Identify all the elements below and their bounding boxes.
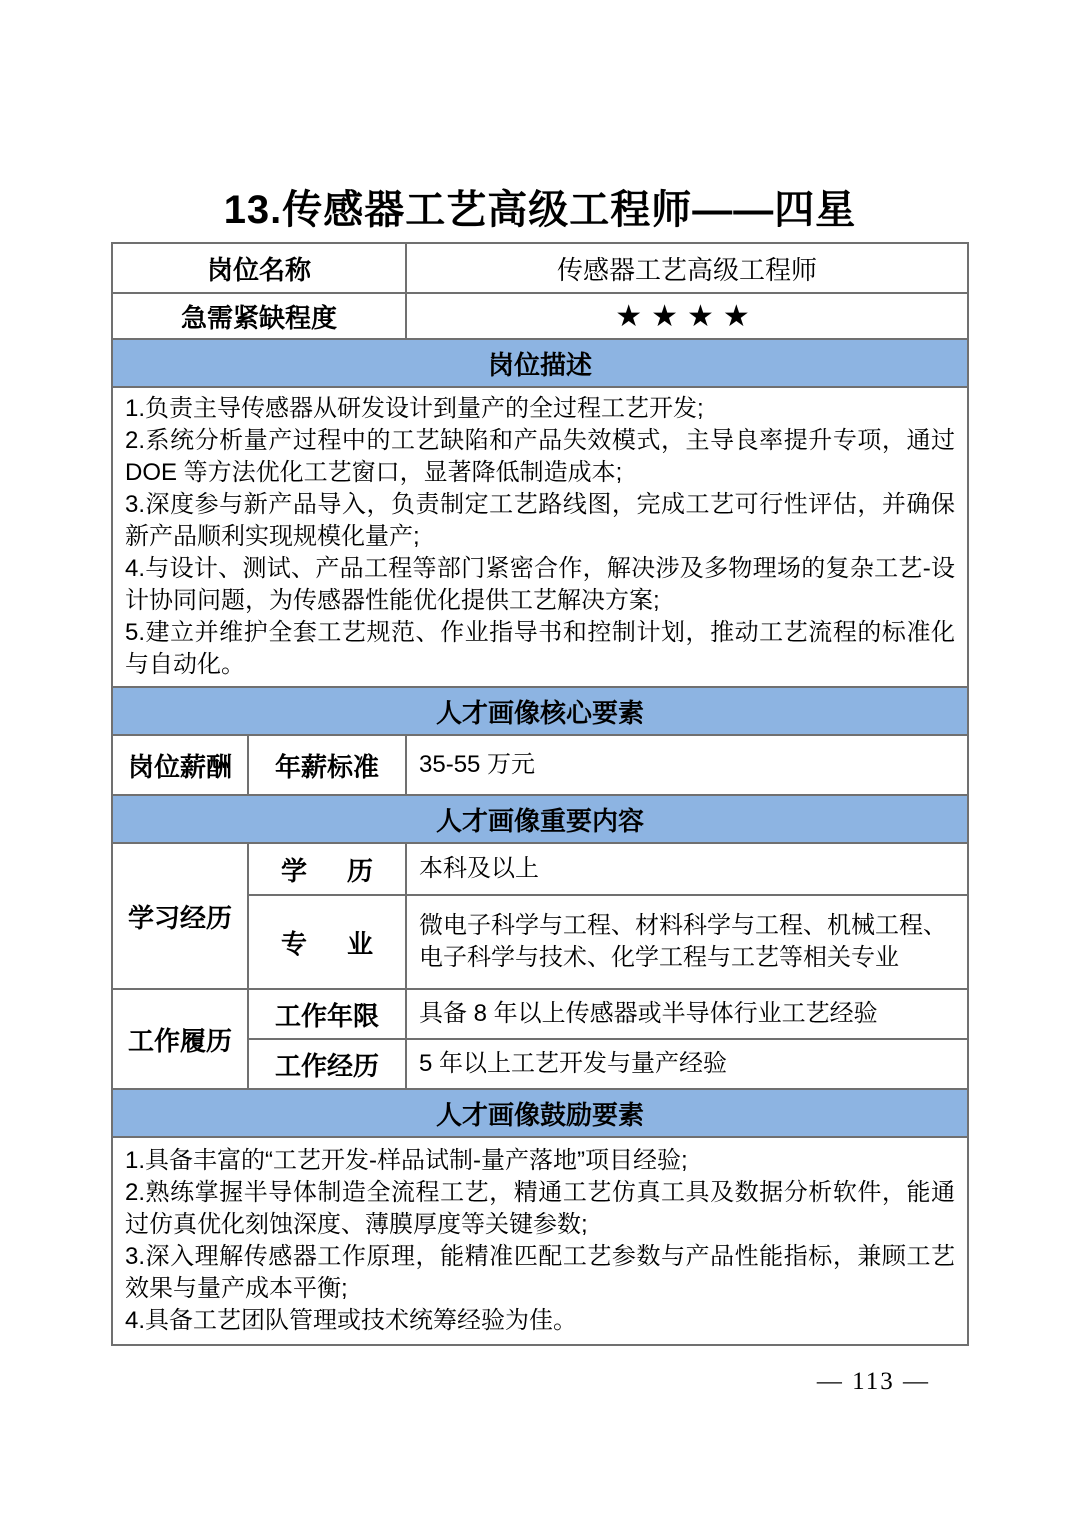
major-value: 微电子科学与工程、材料科学与工程、机械工程、电子科学与技术、化学工程与工艺等相关专业 (406, 895, 968, 989)
job-description-item: 2.系统分析量产过程中的工艺缺陷和产品失效模式，主导良率提升专项，通过 DOE 等方法优化工艺窗口，显著降低制造成本; (124, 427, 955, 486)
section-header-row (112, 339, 968, 387)
job-description-body (112, 387, 968, 687)
encouragement-body (112, 1137, 968, 1345)
section-header-core-elements: 人才画像核心要素 (112, 687, 968, 735)
urgency-stars: ★★★★ (406, 293, 968, 339)
table-row-urgency (112, 293, 968, 339)
section-header-row (112, 795, 968, 843)
work-history-label: 工作履历 (112, 989, 248, 1089)
section-header-row (112, 687, 968, 735)
study-history-label: 学习经历 (112, 843, 248, 989)
degree-label: 学历 (248, 843, 406, 895)
position-name-value: 传感器工艺高级工程师 (406, 243, 968, 293)
encouragement-item: 1.具备丰富的“工艺开发-样品试制-量产落地”项目经验; (124, 1147, 688, 1174)
encouragement-item: 3.深入理解传感器工作原理，能精准匹配工艺参数与产品性能指标，兼顾工艺效果与量产成本平衡; (124, 1243, 955, 1302)
work-years-label: 工作年限 (248, 989, 406, 1039)
salary-label: 岗位薪酬 (112, 735, 248, 795)
job-description-item: 1.负责主导传感器从研发设计到量产的全过程工艺开发; (124, 395, 704, 422)
section-header-encouragement: 人才画像鼓励要素 (112, 1089, 968, 1137)
work-years-value: 具备 8 年以上传感器或半导体行业工艺经验 (406, 989, 968, 1039)
job-description-item: 3.深度参与新产品导入，负责制定工艺路线图，完成工艺可行性评估，并确保新产品顺利实现规模化量产; (124, 491, 955, 550)
table-row-job-description (112, 387, 968, 687)
urgency-label: 急需紧缺程度 (112, 293, 406, 339)
encouragement-item: 2.熟练掌握半导体制造全流程工艺，精通工艺仿真工具及数据分析软件，能通过仿真优化刻蚀深度、薄膜厚度等关键参数; (124, 1179, 955, 1238)
job-description-item: 5.建立并维护全套工艺规范、作业指导书和控制计划，推动工艺流程的标准化与自动化。 (124, 619, 955, 678)
page-number: — 113 — (816, 1368, 930, 1395)
salary-value: 35-55 万元 (406, 735, 968, 795)
degree-value: 本科及以上 (406, 843, 968, 895)
position-name-label: 岗位名称 (112, 243, 406, 293)
job-description-item: 4.与设计、测试、产品工程等部门紧密合作，解决涉及多物理场的复杂工艺-设计协同问题，为传感器性能优化提供工艺解决方案; (124, 555, 955, 614)
table-row-position-name (112, 243, 968, 293)
table-row-encouragement (112, 1137, 968, 1345)
page-title: 13.传感器工艺高级工程师——四星 (223, 188, 857, 232)
section-header-job-description: 岗位描述 (112, 339, 968, 387)
table-row-work-years (112, 989, 968, 1039)
salary-sub-label: 年薪标准 (248, 735, 406, 795)
work-experience-value: 5 年以上工艺开发与量产经验 (406, 1039, 968, 1089)
section-header-row (112, 1089, 968, 1137)
work-experience-label: 工作经历 (248, 1039, 406, 1089)
section-header-important-content: 人才画像重要内容 (112, 795, 968, 843)
job-profile-table (111, 242, 969, 1346)
major-label: 专业 (248, 895, 406, 989)
table-row-education (112, 843, 968, 895)
encouragement-item: 4.具备工艺团队管理或技术统筹经验为佳。 (124, 1307, 577, 1334)
table-row-salary (112, 735, 968, 795)
